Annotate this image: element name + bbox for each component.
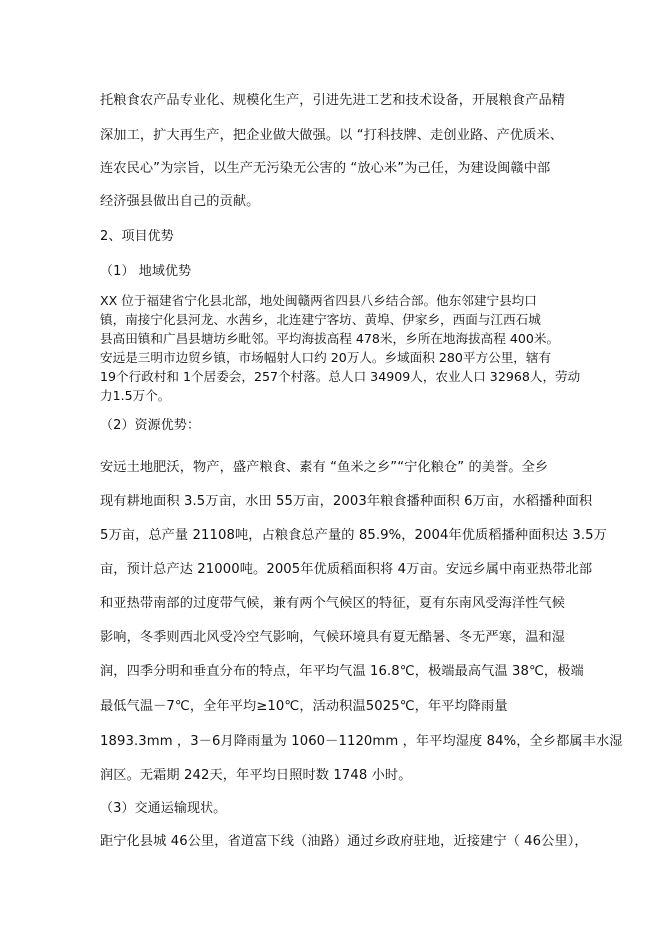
subsection-1-line-2: 镇，南接宁化县河龙、水茜乡，北连建宁客坊、黄埠、伊家乡，西面与江西石城 xyxy=(100,312,541,327)
intro-line-2: 深加工，扩大再生产，把企业做大做强。以 “打科技牌、走创业路、产优质米、 xyxy=(100,128,563,143)
subsection-2-line-6: 影响，冬季则西北风受冷空气影响，气候环境具有夏无酷暑、冬无严寒，温和湿 xyxy=(100,630,566,645)
subsection-1-line-1: XX 位于福建省宁化县北部，地处闽赣两省四县八乡结合部。他东邻建宁县均口 xyxy=(100,293,537,308)
subsection-2-heading: （2）资源优势： xyxy=(100,418,201,433)
intro-line-4: 经济强县做出自己的贡献。 xyxy=(100,194,260,209)
subsection-2-line-2: 现有耕地面积 3.5万亩，水田 55万亩，2003年粮食播种面积 6万亩，水稻播种面积 xyxy=(100,494,593,509)
subsection-2-line-7: 润，四季分明和垂直分布的特点，年平均气温 16.8℃，极端最高气温 38℃，极端 xyxy=(100,664,584,679)
section-heading: 2、项目优势 xyxy=(100,229,174,244)
intro-line-3: 连农民心”为宗旨，以生产无污染无公害的 “放心米”为己任，为建设闽赣中部 xyxy=(100,161,551,176)
subsection-1-line-5: 19个行政村和 1个居委会，257个村落。总人口 34909人，农业人口 32968人，劳动 xyxy=(100,369,581,384)
subsection-1-line-3: 县高田镇和广昌县塘坊乡毗邻。平均海拔高程 478米，乡所在地海拔高程 400米。 xyxy=(100,331,560,346)
subsection-2-line-3: 5万亩，总产量 21108吨，占粮食总产量的 85.9%，2004年优质稻播种面积达 3.5万 xyxy=(100,528,607,543)
subsection-2-line-8: 最低气温－7℃，全年平均≥10℃，活动积温5025℃，年平均降雨量 xyxy=(100,699,508,714)
subsection-1-heading: （1） 地域优势 xyxy=(100,264,192,279)
subsection-2-line-4: 亩，预计总产达 21000吨。2005年优质稻面积将 4万亩。安远乡属中南亚热带北部 xyxy=(100,562,593,577)
subsection-1-line-6: 力1.5万个。 xyxy=(100,388,171,403)
subsection-2-line-10: 润区。无霜期 242天，年平均日照时数 1748 小时。 xyxy=(100,768,412,783)
subsection-2-line-5: 和亚热带南部的过度带气候，兼有两个气候区的特征，夏有东南风受海洋性气候 xyxy=(100,596,566,611)
subsection-3-heading: （3）交通运输现状。 xyxy=(100,801,227,816)
intro-line-1: 托粮食农产品专业化、规模化生产，引进先进工艺和技术设备，开展粮食产品精 xyxy=(100,93,566,108)
subsection-1-line-4: 安远是三明市边贸乡镇，市场幅射人口约 20万人。乡域面积 280平方公里，辖有 xyxy=(100,350,552,365)
subsection-3-line-1: 距宁化县城 46公里，省道富下线（油路）通过乡政府驻地，近接建宁（ 46公里）， xyxy=(100,834,588,849)
subsection-2-line-9: 1893.3mm ，3－6月降雨量为 1060－1120mm ，年平均湿度 84%，全乡都属丰水湿 xyxy=(100,734,623,749)
subsection-2-line-1: 安远土地肥沃，物产，盛产粮食、素有 “鱼米之乡”“宁化粮仓” 的美誉。全乡 xyxy=(100,460,549,475)
